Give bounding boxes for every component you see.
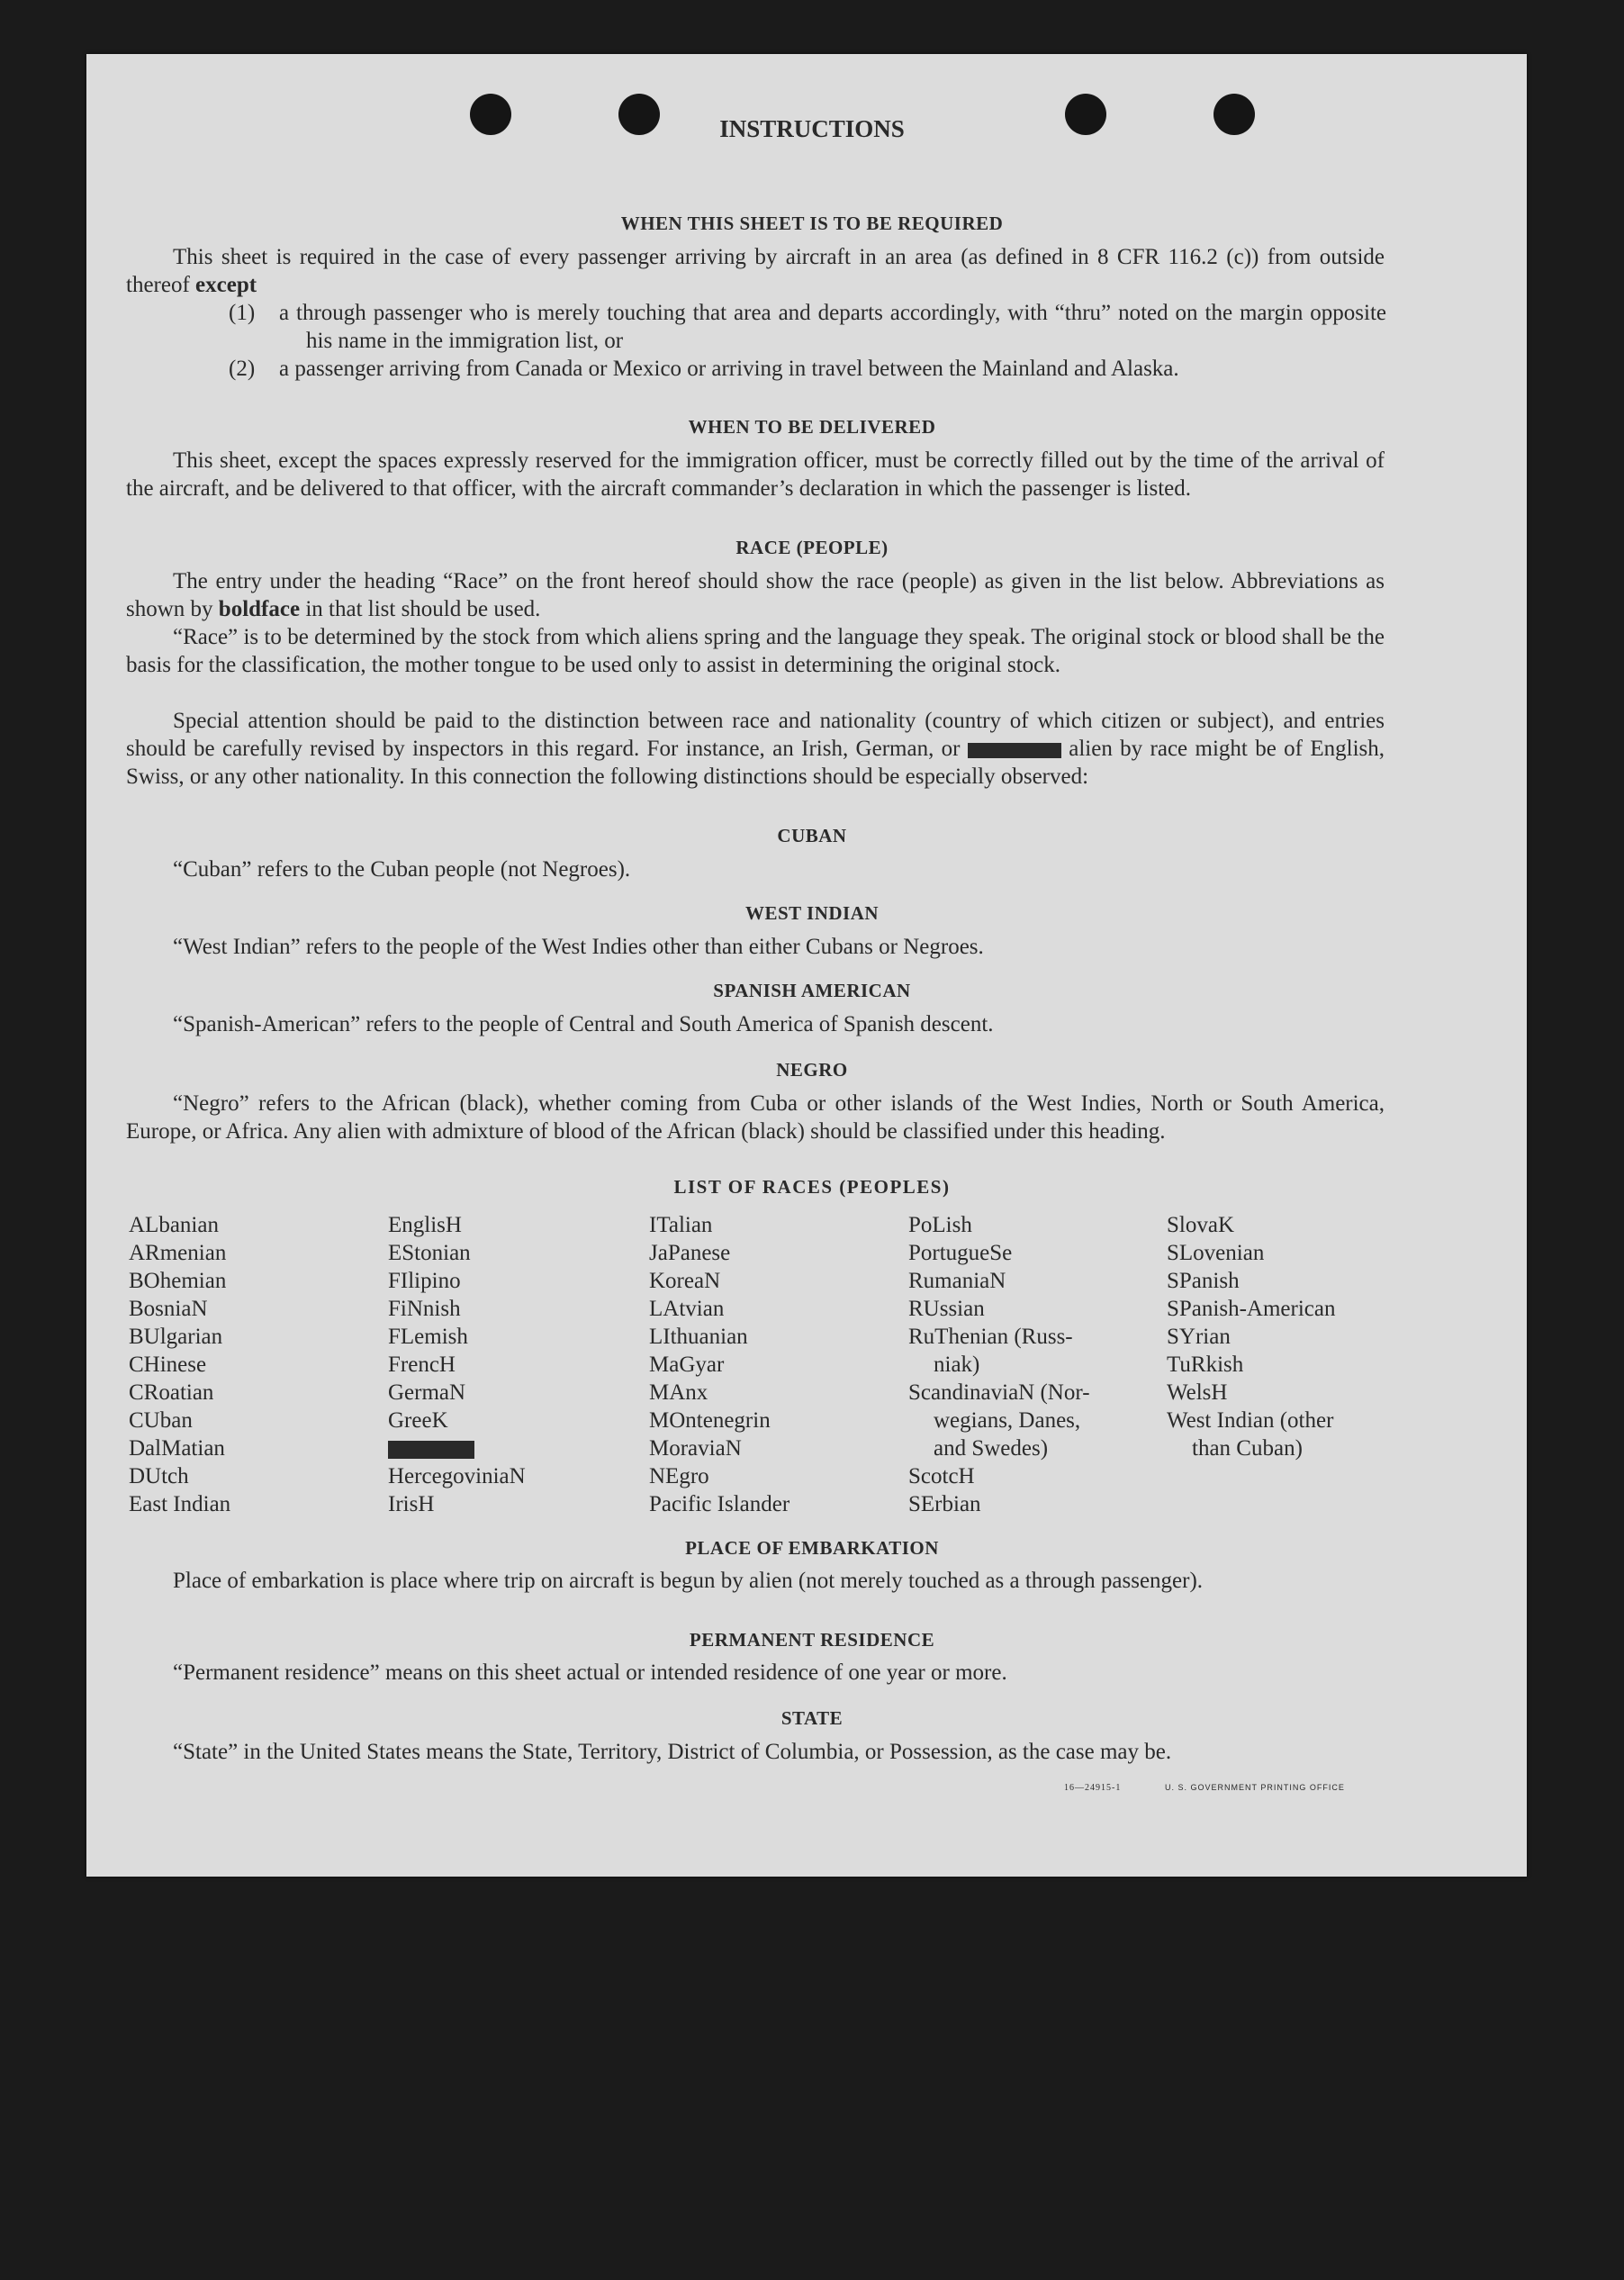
form-code: 16—24915-1 bbox=[1064, 1783, 1122, 1793]
race-paragraph-3: Special attention should be paid to the distinction between race and nationality (country of which citizen or subject), and entries should be carefully revised by inspectors in this regard. For instance, an Irish, German, or alien by race might be of English, Swiss, or any other nationality. In this connection the following distinctions should be especially observed: bbox=[126, 709, 1385, 789]
race-name: JaPanese bbox=[649, 1241, 731, 1265]
section-heading-cuban: CUBAN bbox=[777, 825, 847, 846]
race-column-1 bbox=[129, 1211, 230, 1518]
race-name: West Indian (other bbox=[1167, 1408, 1334, 1433]
race-name: NEgro bbox=[649, 1464, 709, 1488]
list-heading: LIST OF RACES (PEOPLES) bbox=[673, 1176, 951, 1198]
race-name: ScandinaviaN (Nor- bbox=[908, 1380, 1090, 1405]
race-name-continued: than Cuban) bbox=[1192, 1436, 1303, 1461]
race-name-redacted bbox=[388, 1434, 526, 1462]
race-paragraph-1: The entry under the heading “Race” on the front hereof should show the race (people) as given in the list below. Abbreviations as shown by boldface in that list should be used. bbox=[126, 569, 1385, 621]
residence-text: “Permanent residence” means on this sheet actual or intended residence of one year or more. bbox=[173, 1660, 1007, 1685]
race-name: KoreaN bbox=[649, 1269, 721, 1293]
section-heading-required: WHEN THIS SHEET IS TO BE REQUIRED bbox=[620, 213, 1004, 234]
race-name: RUssian bbox=[908, 1297, 985, 1321]
race-name: LIthuanian bbox=[649, 1325, 748, 1349]
race-name: EStonian bbox=[388, 1241, 471, 1265]
delivered-text: This sheet, except the spaces expressly reserved for the immigration officer, must be correctly filled out by the time of the arrival of the aircraft, and be delivered to that officer, with the aircraft commander’s declaration in which the passenger is listed. bbox=[126, 448, 1385, 501]
race-name: ARmenian bbox=[129, 1241, 227, 1265]
race-name: BOhemian bbox=[129, 1269, 227, 1293]
race-name: GreeK bbox=[388, 1408, 448, 1433]
embarkation-text: Place of embarkation is place where trip on aircraft is begun by alien (not merely touched as a through passenger). bbox=[173, 1569, 1204, 1593]
race-name: CUban bbox=[129, 1408, 193, 1433]
race-name-continued: wegians, Danes, bbox=[934, 1408, 1081, 1433]
race-name: MoraviaN bbox=[649, 1436, 742, 1461]
race-name: LAtvian bbox=[649, 1297, 725, 1321]
race-name: DalMatian bbox=[129, 1436, 225, 1461]
race-name: FLemish bbox=[388, 1325, 468, 1349]
race-name-continued: niak) bbox=[934, 1353, 980, 1377]
race-name: RuThenian (Russ- bbox=[908, 1325, 1073, 1349]
race-name: GermaN bbox=[388, 1380, 466, 1405]
race-name: FrencH bbox=[388, 1353, 456, 1377]
race-name: BUlgarian bbox=[129, 1325, 223, 1349]
race-name: HercegoviniaN bbox=[388, 1464, 526, 1488]
section-heading-state: STATE bbox=[780, 1707, 844, 1729]
redaction-mark bbox=[388, 1441, 474, 1459]
race-name: ALbanian bbox=[129, 1213, 219, 1237]
section-heading-spanish-american: SPANISH AMERICAN bbox=[713, 980, 911, 1001]
section-heading-residence: PERMANENT RESIDENCE bbox=[689, 1629, 935, 1651]
race-name: ScotcH bbox=[908, 1464, 975, 1488]
section-heading-delivered: WHEN TO BE DELIVERED bbox=[688, 416, 936, 438]
race-name: SYrian bbox=[1167, 1325, 1231, 1349]
required-intro: This sheet is required in the case of every passenger arriving by aircraft in an area (as defined in 8 CFR 116.2 (c)) from outside thereof except bbox=[126, 245, 1385, 297]
printer-imprint: U. S. GOVERNMENT PRINTING OFFICE bbox=[1165, 1783, 1345, 1792]
item-number-1: (1) bbox=[229, 301, 256, 325]
race-name: MAnx bbox=[649, 1380, 708, 1405]
race-name: SLovenian bbox=[1167, 1241, 1265, 1265]
redaction-mark bbox=[968, 743, 1061, 758]
race-name: Pacific Islander bbox=[649, 1492, 790, 1516]
race-column-2 bbox=[388, 1211, 526, 1518]
race-name: SErbian bbox=[908, 1492, 981, 1516]
item-text-2: a passenger arriving from Canada or Mexico or arriving in travel between the Mainland and Alaska. bbox=[279, 357, 1179, 381]
item-text-1: a through passenger who is merely touching that area and departs accordingly, with “thru” noted on the margin opposite his name in the immigration list, or bbox=[279, 301, 1386, 353]
race-name: SPanish bbox=[1167, 1269, 1240, 1293]
race-column-3 bbox=[649, 1211, 789, 1518]
race-name: IrisH bbox=[388, 1492, 435, 1516]
race-name: RumaniaN bbox=[908, 1269, 1006, 1293]
race-column-5 bbox=[1167, 1211, 1335, 1462]
race-name: TuRkish bbox=[1167, 1353, 1244, 1377]
race-name: FIlipino bbox=[388, 1269, 461, 1293]
race-name: MOntenegrin bbox=[649, 1408, 771, 1433]
section-heading-embarkation: PLACE OF EMBARKATION bbox=[685, 1537, 939, 1559]
race-name: East Indian bbox=[129, 1492, 231, 1516]
section-heading-negro: NEGRO bbox=[776, 1059, 848, 1081]
spanish-american-text: “Spanish-American” refers to the people of Central and South America of Spanish descent. bbox=[173, 1012, 994, 1036]
race-name: CRoatian bbox=[129, 1380, 214, 1405]
page-title: INSTRUCTIONS bbox=[719, 115, 905, 142]
negro-text: “Negro” refers to the African (black), whether coming from Cuba or other islands of the West Indies, North or South America, Europe, or Africa. Any alien with admixture of blood of the African (black) should be classified under this heading. bbox=[126, 1091, 1385, 1144]
race-name: CHinese bbox=[129, 1353, 207, 1377]
race-name: WelsH bbox=[1167, 1380, 1228, 1405]
item-number-2: (2) bbox=[229, 357, 256, 381]
section-heading-race: RACE (PEOPLE) bbox=[735, 537, 889, 558]
race-name: ITalian bbox=[649, 1213, 713, 1237]
race-name: SPanish-American bbox=[1167, 1297, 1336, 1321]
section-heading-west-indian: WEST INDIAN bbox=[744, 902, 880, 924]
race-name: PortugueSe bbox=[908, 1241, 1013, 1265]
race-name: DUtch bbox=[129, 1464, 189, 1488]
race-name: PoLish bbox=[908, 1213, 972, 1237]
state-text: “State” in the United States means the State, Territory, District of Columbia, or Possession, as the case may be. bbox=[173, 1740, 1172, 1764]
race-name-continued: and Swedes) bbox=[934, 1436, 1049, 1461]
cuban-text: “Cuban” refers to the Cuban people (not Negroes). bbox=[173, 857, 631, 882]
race-name: EnglisH bbox=[388, 1213, 462, 1237]
race-name: FiNnish bbox=[388, 1297, 461, 1321]
race-name: BosniaN bbox=[129, 1297, 208, 1321]
west-indian-text: “West Indian” refers to the people of the West Indies other than either Cubans or Negroes. bbox=[173, 935, 984, 959]
race-name: MaGyar bbox=[649, 1353, 725, 1377]
race-name: SlovaK bbox=[1167, 1213, 1234, 1237]
race-paragraph-2: “Race” is to be determined by the stock from which aliens spring and the language they speak. The original stock or blood shall be the basis for the classification, the mother tongue to be used only to assist in determining the original stock. bbox=[126, 625, 1385, 677]
race-column-4 bbox=[908, 1211, 1090, 1518]
